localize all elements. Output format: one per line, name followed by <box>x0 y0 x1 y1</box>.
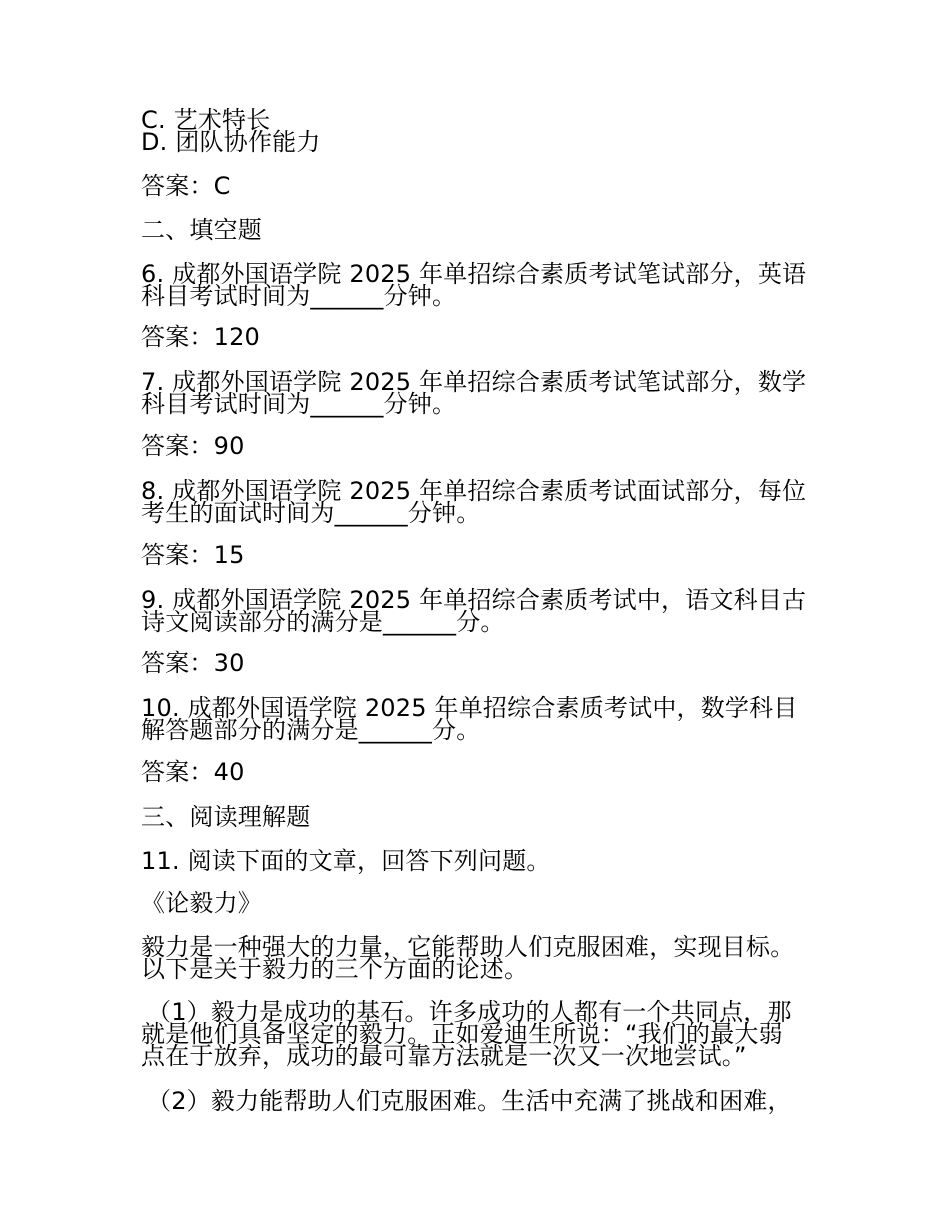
answer-7: 答案：90 <box>141 432 245 460</box>
question-7-line-2: 科目考试时间为______分钟。 <box>141 390 457 418</box>
question-10-line-2: 解答题部分的满分是______分。 <box>141 716 481 744</box>
answer-6: 答案：120 <box>141 323 261 351</box>
section-heading-fill-blank: 二、填空题 <box>141 216 262 244</box>
article-intro-line-2: 以下是关于毅力的三个方面的论述。 <box>141 955 529 983</box>
answer-8: 答案：15 <box>141 541 245 569</box>
question-6-line-2: 科目考试时间为______分钟。 <box>141 282 457 310</box>
question-6-line-1: 6. 成都外国语学院 2025 年单招综合素质考试笔试部分，英语 <box>141 260 807 288</box>
article-point-1-line-1: （1）毅力是成功的基石。许多成功的人都有一个共同点，那 <box>147 998 792 1026</box>
question-8-line-1: 8. 成都外国语学院 2025 年单招综合素质考试面试部分，每位 <box>141 477 807 505</box>
article-point-1-line-3: 点在于放弃，成功的最可靠方法就是一次又一次地尝试。” <box>141 1042 747 1070</box>
question-8-line-2: 考生的面试时间为______分钟。 <box>141 499 481 527</box>
question-10-line-1: 10. 成都外国语学院 2025 年单招综合素质考试中，数学科目 <box>141 694 798 722</box>
answer-9: 答案：30 <box>141 649 245 677</box>
section-heading-reading: 三、阅读理解题 <box>141 803 311 831</box>
option-c: C. 艺术特长 <box>141 106 271 134</box>
article-title: 《论毅力》 <box>141 889 262 917</box>
question-11: 11. 阅读下面的文章，回答下列问题。 <box>141 847 551 875</box>
question-9-line-1: 9. 成都外国语学院 2025 年单招综合素质考试中，语文科目古 <box>141 586 807 614</box>
question-7-line-1: 7. 成都外国语学院 2025 年单招综合素质考试笔试部分，数学 <box>141 368 807 396</box>
answer-10: 答案：40 <box>141 758 245 786</box>
question-9-line-2: 诗文阅读部分的满分是______分。 <box>141 608 505 636</box>
article-point-1-line-2: 就是他们具备坚定的毅力。正如爱迪生所说：“我们的最大弱 <box>141 1020 783 1048</box>
option-d: D. 团队协作能力 <box>141 128 321 156</box>
article-point-2-line-1: （2）毅力能帮助人们克服困难。生活中充满了挑战和困难， <box>147 1087 792 1115</box>
answer-line: 答案：C <box>141 172 231 200</box>
article-intro-line-1: 毅力是一种强大的力量，它能帮助人们克服困难，实现目标。 <box>141 933 795 961</box>
